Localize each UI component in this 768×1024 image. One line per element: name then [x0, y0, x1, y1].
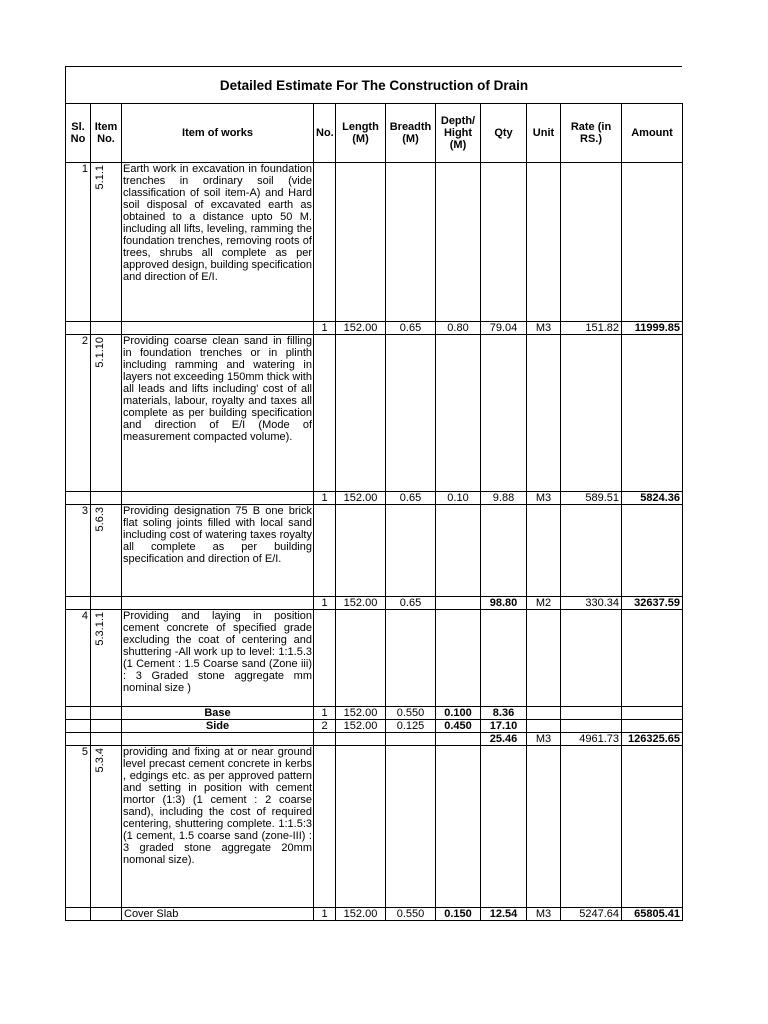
total-rate: 4961.73 [561, 733, 622, 746]
calc-rate: 151.82 [561, 322, 622, 335]
sl-no: 2 [66, 335, 91, 492]
sub-length: 152.00 [336, 720, 386, 733]
calc-rate: 330.34 [561, 597, 622, 610]
sub-depth: 0.100 [436, 707, 481, 720]
header-breadth: Breadth (M) [386, 104, 436, 163]
calc-unit: M3 [527, 322, 561, 335]
total-unit: M3 [527, 733, 561, 746]
header-item-no: Item No. [91, 104, 122, 163]
calc-label: Cover Slab [122, 908, 314, 921]
calc-no: 1 [314, 597, 336, 610]
calc-amount: 5824.36 [622, 492, 683, 505]
calc-row [66, 908, 683, 921]
total-qty: 25.46 [481, 733, 527, 746]
total-amount: 126325.65 [622, 733, 683, 746]
calc-length: 152.00 [336, 492, 386, 505]
sub-length: 152.00 [336, 707, 386, 720]
sl-no: 1 [66, 163, 91, 322]
item-row [66, 163, 683, 322]
sub-qty: 17.10 [481, 720, 527, 733]
calc-qty: 12.54 [481, 908, 527, 921]
calc-rate: 589.51 [561, 492, 622, 505]
calc-qty: 9.88 [481, 492, 527, 505]
calc-label [122, 492, 314, 505]
calc-depth: 0.10 [436, 492, 481, 505]
calc-depth: 0.150 [436, 908, 481, 921]
calc-label [122, 597, 314, 610]
calc-amount: 65805.41 [622, 908, 683, 921]
item-no: 5.6.3 [91, 505, 122, 597]
calc-row [66, 597, 683, 610]
calc-breadth: 0.65 [386, 322, 436, 335]
sub-label: Base [122, 707, 314, 720]
item-no: 5.1.10 [91, 335, 122, 492]
header-rate: Rate (in RS.) [561, 104, 622, 163]
sub-row-side [66, 720, 683, 733]
header-depth: Depth/ Hight (M) [436, 104, 481, 163]
item-no: 5.3.4 [91, 746, 122, 908]
item-description: Providing coarse clean sand in filling in foundation trenches or in plinth including ramming and watering in layers not exceeding 150mm thick with all leads and lifts including' cost of all materials, labour, royalty and taxes all complete as per building specification and direction of E/I (Mode of measurement compacted volume). [122, 335, 314, 492]
item-row [66, 505, 683, 597]
sl-no: 4 [66, 610, 91, 707]
item-no: 5.1.1 [91, 163, 122, 322]
calc-no: 1 [314, 322, 336, 335]
item-description: providing and fixing at or near ground level precast cement concrete in kerbs , edgings etc. as per approved pattern and setting in position with cement mortor (1:3) (1 cement : 2 coarse sand), including the cost of required centering, shuttering complete. 1:1.5:3 (1 cement, 1.5 coarse sand (zone-III) : 3 graded stone aggregate 20mm nomonal size). [122, 746, 314, 908]
calc-unit: M3 [527, 908, 561, 921]
calc-depth: 0.80 [436, 322, 481, 335]
item-description: Providing designation 75 B one brick flat soling joints filled with local sand including cost of watering taxes royalty all complete as per building specification and direction of E/I. [122, 505, 314, 597]
header-no: No. [314, 104, 336, 163]
sub-no: 1 [314, 707, 336, 720]
calc-amount: 11999.85 [622, 322, 683, 335]
estimate-sheet [65, 66, 682, 921]
calc-row [66, 492, 683, 505]
sub-depth: 0.450 [436, 720, 481, 733]
calc-depth [436, 597, 481, 610]
header-row [66, 104, 683, 163]
calc-length: 152.00 [336, 597, 386, 610]
sl-no: 3 [66, 505, 91, 597]
header-length: Length (M) [336, 104, 386, 163]
item-row [66, 335, 683, 492]
sub-row-base [66, 707, 683, 720]
sub-breadth: 0.550 [386, 707, 436, 720]
sub-label: Side [122, 720, 314, 733]
sl-no: 5 [66, 746, 91, 908]
sub-no: 2 [314, 720, 336, 733]
item-no: 5.3.1.1 [91, 610, 122, 707]
calc-unit: M2 [527, 597, 561, 610]
header-item-of-works: Item of works [122, 104, 314, 163]
calc-breadth: 0.65 [386, 492, 436, 505]
calc-length: 152.00 [336, 322, 386, 335]
calc-amount: 32637.59 [622, 597, 683, 610]
calc-rate: 5247.64 [561, 908, 622, 921]
total-row [66, 733, 683, 746]
header-sl: Sl. No [66, 104, 91, 163]
header-amount: Amount [622, 104, 683, 163]
calc-label [122, 322, 314, 335]
sub-breadth: 0.125 [386, 720, 436, 733]
item-description: Earth work in excavation in foundation trenches in ordinary soil (vide classification of soil item-A) and Hard soil disposal of excavated earth as obtained to a distance upto 50 M. including all lifts, leveling, ramming the foundation trenches, removing roots of trees, shrubs all complete as per approved design, building specification and direction of E/I. [122, 163, 314, 322]
item-row [66, 746, 683, 908]
item-row [66, 610, 683, 707]
calc-no: 1 [314, 908, 336, 921]
calc-qty: 98.80 [481, 597, 527, 610]
estimate-table [65, 103, 683, 921]
calc-qty: 79.04 [481, 322, 527, 335]
sheet-title: Detailed Estimate For The Construction of Drain [65, 66, 682, 103]
sub-qty: 8.36 [481, 707, 527, 720]
calc-breadth: 0.65 [386, 597, 436, 610]
calc-unit: M3 [527, 492, 561, 505]
header-unit: Unit [527, 104, 561, 163]
calc-length: 152.00 [336, 908, 386, 921]
header-qty: Qty [481, 104, 527, 163]
calc-breadth: 0.550 [386, 908, 436, 921]
calc-no: 1 [314, 492, 336, 505]
item-description: Providing and laying in position cement concrete of specified grade excluding the coat of centering and shuttering -All work up to level: 1:1.5.3 (1 Cement : 1.5 Coarse sand (Zone iii) : 3 Graded stone aggregate mm nominal size ) [122, 610, 314, 707]
calc-row [66, 322, 683, 335]
